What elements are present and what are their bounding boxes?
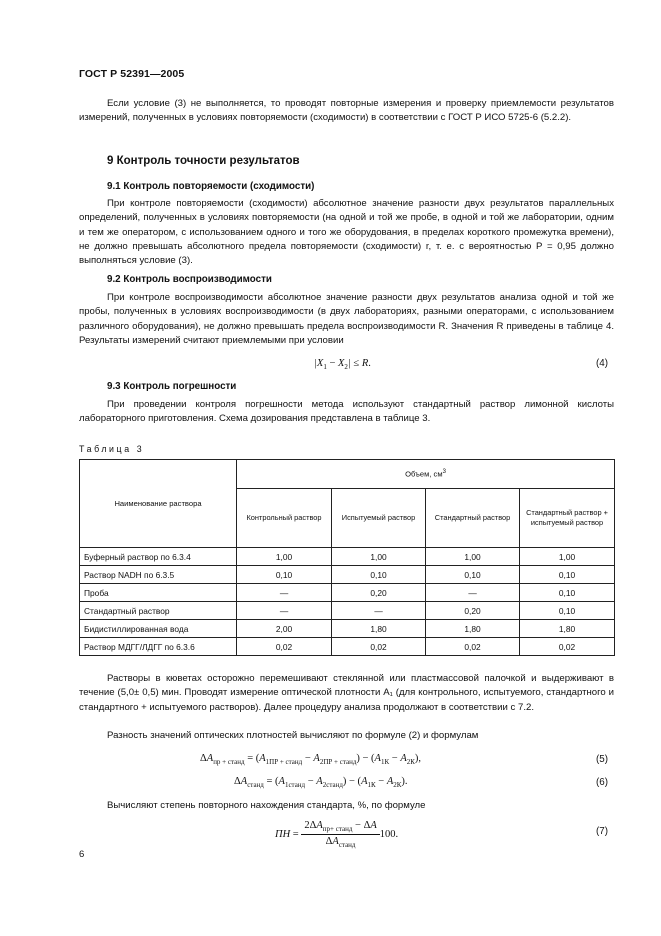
equation-6-number: (6) [596,777,608,788]
cell-value: 0,20 [426,602,520,620]
cell-value: 1,80 [332,620,426,638]
cell-value: 0,20 [332,584,426,602]
cell-value: 1,80 [426,620,520,638]
cell-value: 1,80 [520,620,615,638]
table-row [80,638,615,656]
section-9-1-paragraph: При контроле повторяемости (сходимости) абсолютное значение разности двух результатов параллельных определений, полученных в условиях повторяемости (на одной и той же пробе, в одной и той же лаборатории, одним и тем же оператором, с использованием одного и того же оборудования, в пределах короткого промежутка времени), не должно превышать абсолютного предела повторяемости (сходимости) r, т. е. с вероятностью P = 0,95 должно выполняться условие (3). [79,198,614,267]
cell-value: 0,10 [520,602,615,620]
table-header-control: Контрольный раствор [237,489,332,548]
row-name: Раствор МДГГ/ЛДГГ по 6.3.6 [80,638,237,656]
intro-paragraph: Если условие (3) не выполняется, то проводят повторные измерения и проверку приемлемости результатов измерений, полученных в условиях повторяемости (сходимости) в соответствии с ГОСТ Р ИСО 5725-6 (5.2.2). [79,98,614,124]
cell-value: 0,10 [520,584,615,602]
standard-header: ГОСТ Р 52391—2005 [79,68,185,80]
table-row [80,566,615,584]
section-9-3-paragraph: При проведении контроля погрешности метода используют стандартный раствор лимонной кислоты лабораторного приготовления. Схема дозирования представлена в таблице 3. [79,399,614,425]
cell-value: 1,00 [332,548,426,566]
section-9-3-title: 9.3 Контроль погрешности [107,381,237,392]
equation-4-number: (4) [596,358,608,369]
cell-value: — [332,602,426,620]
equation-5: $\Delta A_{пр + станд} = (A_{1ПР + станд} - A_{2ПР + станд}) - (A_{1К} - A_{2К})$, [200,753,422,767]
section-9-2-title: 9.2 Контроль воспроизводимости [107,274,272,285]
section-9-1-title: 9.1 Контроль повторяемости (сходимости) [107,181,315,192]
equation-4: $|X_1 - X_2| \le R$. [314,358,371,372]
table-3 [79,459,615,656]
row-name: Стандартный раствор [80,602,237,620]
table-header-standard: Стандартный раствор [426,489,520,548]
row-name: Бидистиллированная вода [80,620,237,638]
after-table-paragraph-3: Вычисляют степень повторного нахождения стандарта, %, по формуле [107,800,426,811]
cell-value: 0,02 [520,638,615,656]
cell-value: — [426,584,520,602]
section-9-2-paragraph: При контроле воспроизводимости абсолютное значение разности двух результатов анализа одной и той же пробы, полученных в условиях воспроизводимости (в двух лабораториях, разными операторами, с использованием различного оборудования), не должно превышать предела воспроизводимости R. Значения R приведены в таблице 4. Результаты измерений считают приемлемыми при условии [79,292,614,346]
row-name: Буферный раствор по 6.3.4 [80,548,237,566]
equation-7: ПН = $\frac{2\Delta A_{пр+ станд} - \Delta A}{\Delta A_{станд}}$ 100. [275,820,399,850]
equation-5-number: (5) [596,754,608,765]
table-header-volume: Объем, $см^3$ [237,460,615,489]
page-number: 6 [79,849,85,860]
cell-value: 0,10 [426,566,520,584]
equation-7-number: (7) [596,826,608,837]
cell-value: 1,00 [237,548,332,566]
cell-value: — [237,584,332,602]
table-row [80,584,615,602]
row-name: Проба [80,584,237,602]
cell-value: 0,02 [426,638,520,656]
cell-value: 2,00 [237,620,332,638]
after-table-paragraph-2: Разность значений оптических плотностей вычисляют по формуле (2) и формулам [107,730,479,741]
table-row [80,548,615,566]
table-header-standard-plus-test: Стандартный раствор + испытуемый раствор [520,489,615,548]
cell-value: 0,02 [237,638,332,656]
cell-value: 1,00 [520,548,615,566]
cell-value: 1,00 [426,548,520,566]
after-table-paragraph-1: Растворы в кюветах осторожно перемешивают стеклянной или пластмассовой палочкой и выдерживают в течение (5,0± 0,5) мин. Проводят измерение оптической плотности A₁ (для контрольного, испытуемого, стандартного и стандартного + испытуемого растворов). Далее процедуру анализа продолжают в соответствии с 7.2. [79,673,614,713]
cell-value: 0,10 [520,566,615,584]
section-9-title: 9 Контроль точности результатов [107,155,300,167]
row-name: Раствор NADH по 6.3.5 [80,566,237,584]
table-row [80,620,615,638]
table-header-test: Испытуемый раствор [332,489,426,548]
table-row [80,602,615,620]
equation-6: $\Delta A_{станд} = (A_{1станд} - A_{2станд}) - (A_{1К} - A_{2К})$. [234,776,408,790]
table-3-caption: Таблица 3 [79,444,145,454]
cell-value: 0,02 [332,638,426,656]
cell-value: 0,10 [237,566,332,584]
cell-value: 0,10 [332,566,426,584]
table-header-solution-name: Наименование раствора [80,460,237,548]
cell-value: — [237,602,332,620]
